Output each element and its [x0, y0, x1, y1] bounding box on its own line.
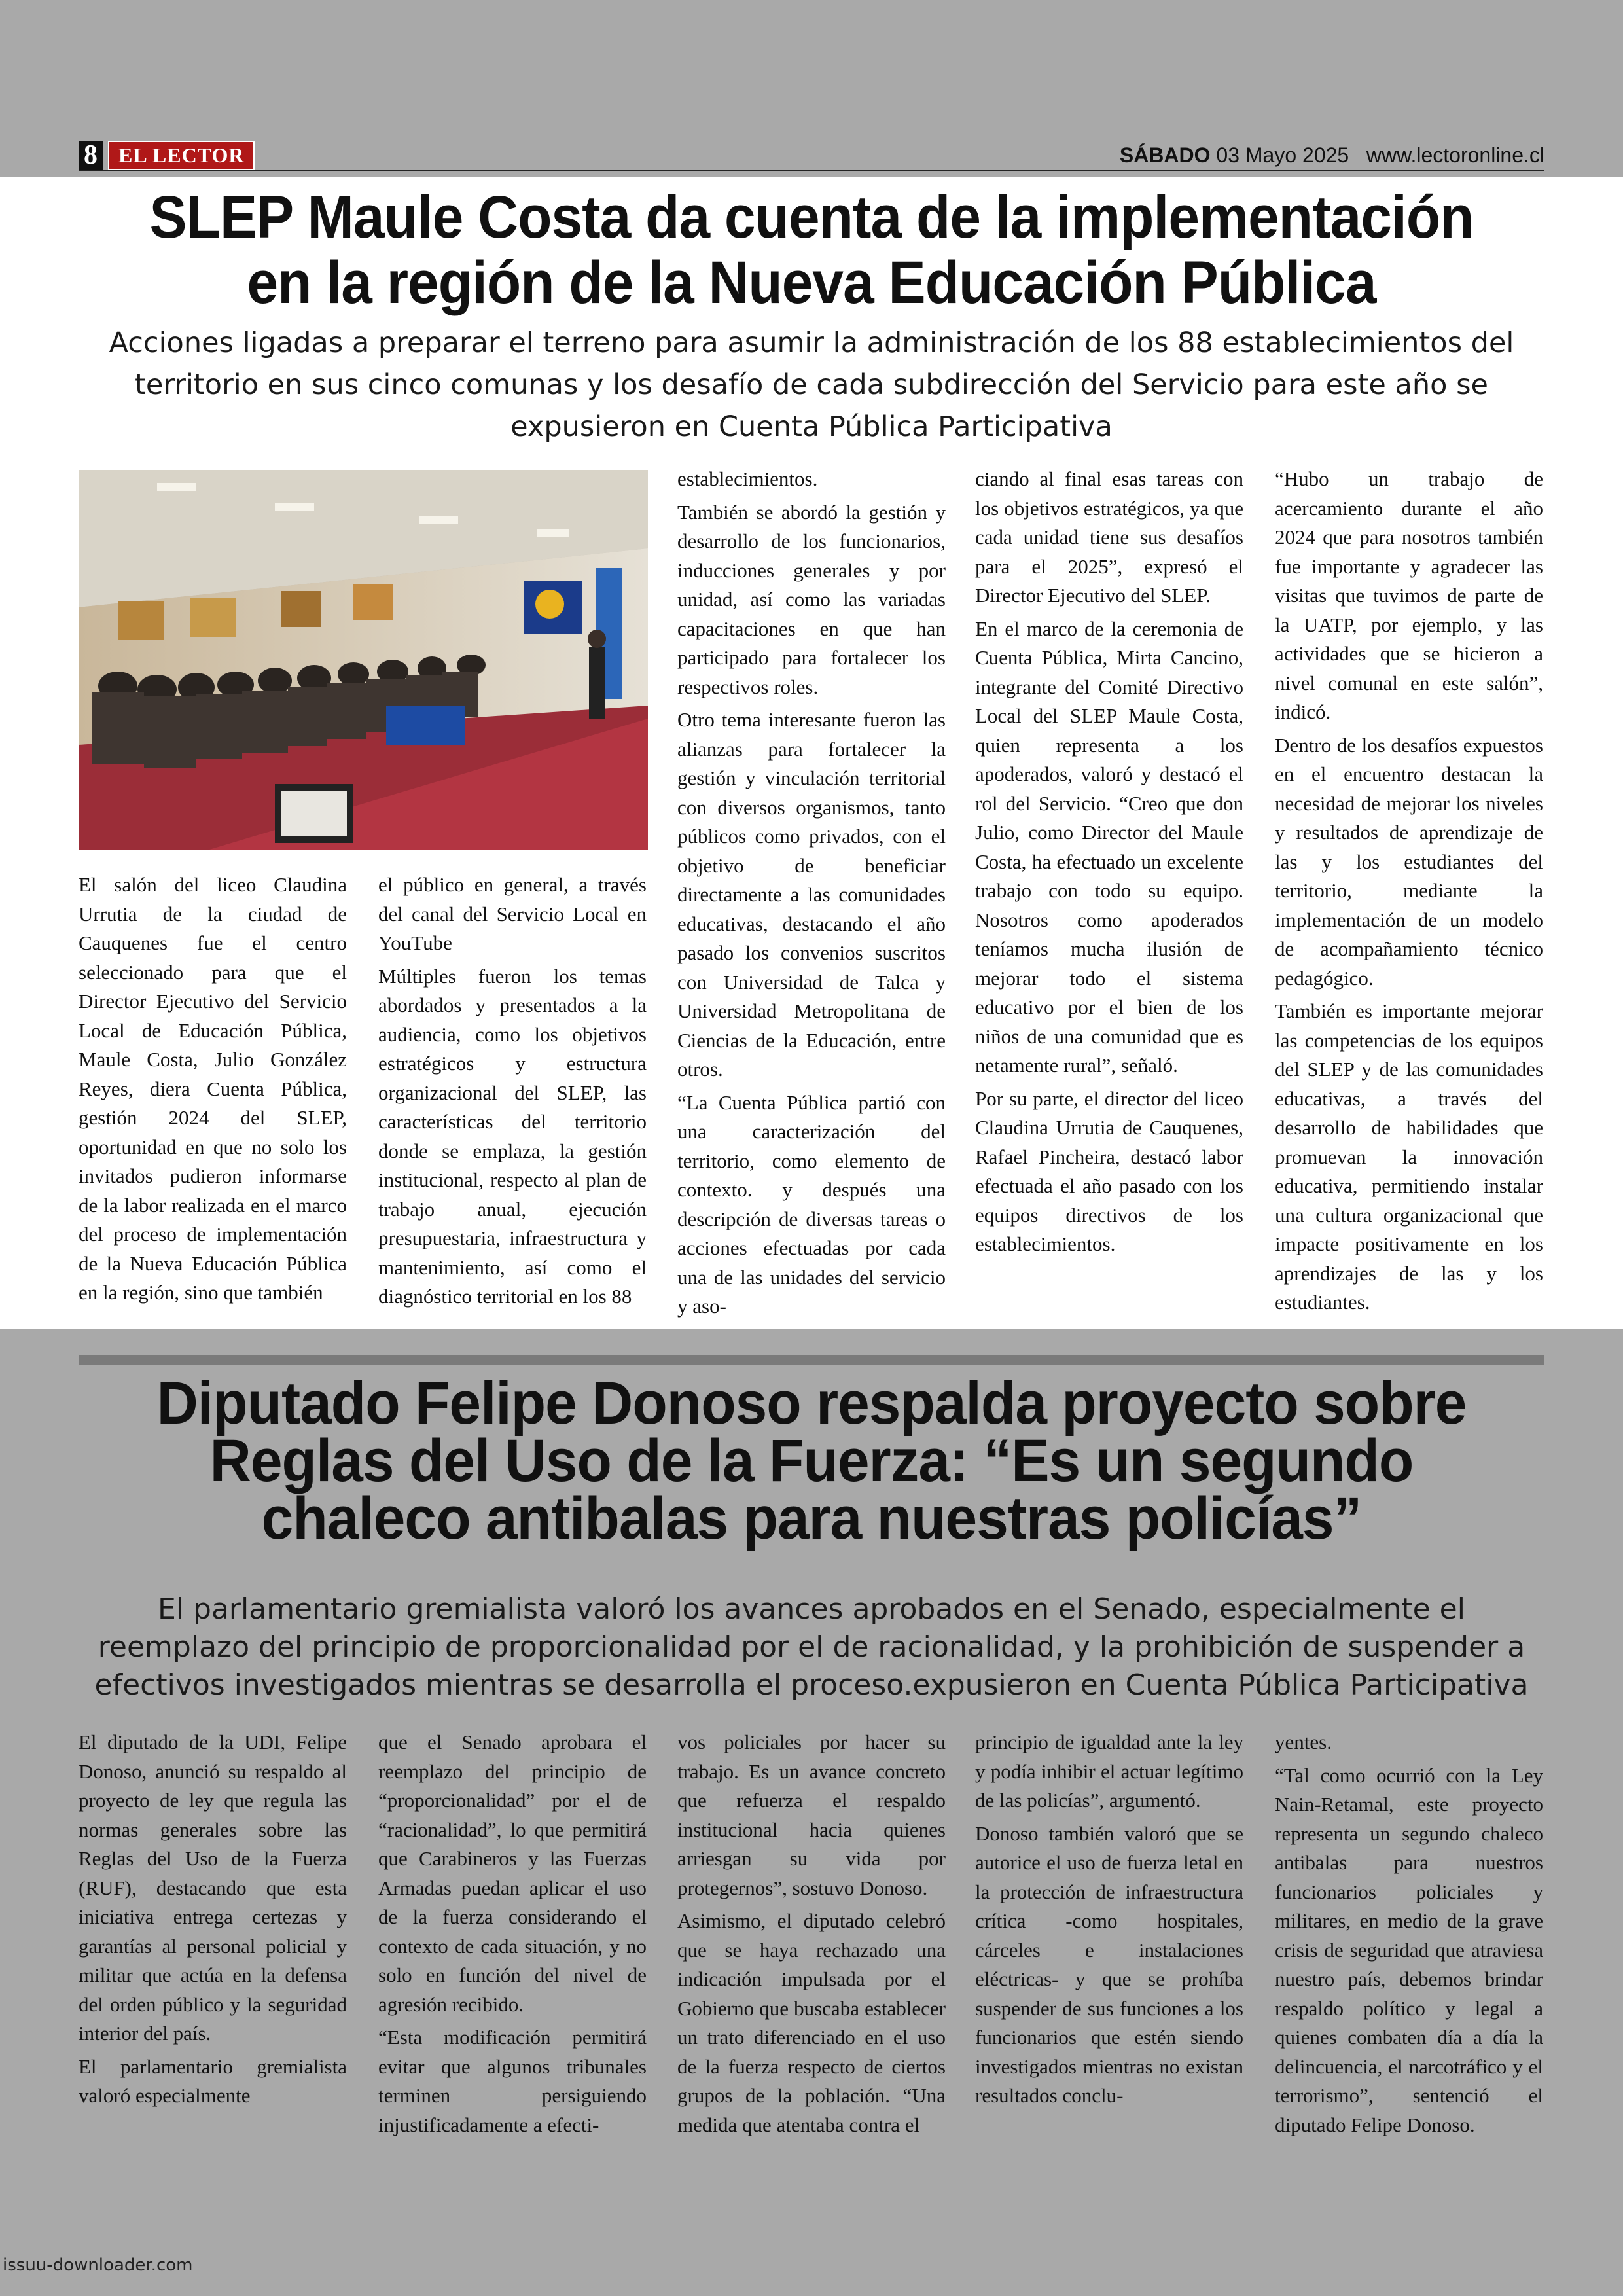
article-column-2: [378, 870, 647, 1316]
dateline: [1120, 143, 1544, 168]
article-column-5: [1275, 1728, 1543, 2144]
article-column-5: [1275, 465, 1543, 1321]
article-headline: SLEP Maule Costa da cuenta de la implementación en la región de la Nueva Educación Pública: [149, 184, 1474, 316]
article-slep: [0, 177, 1623, 1329]
website-link[interactable]: www.lectoronline.cl: [1366, 143, 1544, 167]
paragraph: Asimismo, el diputado celebró que se haya rechazado una indicación impulsada por el Gobierno que buscaba establecer un trato diferenciado en el uso de la fuerza respecto de ciertos grupos de la población. “Una medida que atentaba contra el: [677, 1909, 946, 2136]
paragraph: El parlamentario gremialista valoró especialmente: [79, 2054, 347, 2107]
article-column-4: [975, 465, 1243, 1263]
day-label: SÁBADO: [1119, 143, 1211, 167]
paragraph: que el Senado aprobara el reemplazo del principio de “proporcionalidad” por el de “racionalidad”, lo que permitirá que Carabineros y las Fuerzas Armadas puedan aplicar el uso de la fuerza considerando el contexto de cada situación, y no solo en función del nivel de agresión recibido.: [378, 1731, 647, 2016]
paragraph: También se abordó la gestión y desarrollo de los funcionarios, inducciones generales y por unidad, así como las variadas capacitaciones en que han participado para fortalecer los respectivos roles.: [677, 500, 946, 698]
article-column-4: [975, 1728, 1243, 2115]
paragraph: ciando al final esas tareas con los objetivos estratégicos, ya que cada unidad tiene sus desafíos para el 2025”, expresó el Director Ejecutivo del SLEP.: [975, 467, 1243, 607]
article-column-1: [79, 1728, 347, 2115]
header-bar: [79, 141, 1544, 171]
article-column-2: [378, 1728, 647, 2144]
paragraph: el público en general, a través del canal del Servicio Local en YouTube: [378, 873, 647, 954]
paragraph: El diputado de la UDI, Felipe Donoso, anunció su respaldo al proyecto de ley que regula las normas generales sobre las Reglas del Uso de la Fuerza (RUF), destacando que esta iniciativa entrega certezas y garantías al personal policial y militar que actúa en la defensa del orden público y la seguridad interior del país.: [79, 1731, 347, 2045]
article-column-3: [677, 1728, 946, 2144]
article-deck: Acciones ligadas a preparar el terreno para asumir la administración de los 88 establecimientos del territorio en sus cinco comunas y los desafío de cada subdirección del Servicio para este año se expusieron en Cuenta Pública Participativa: [109, 327, 1514, 443]
paragraph: vos policiales por hacer su trabajo. Es un avance concreto que refuerza el respaldo institucional hacia quienes arriesgan su vida por protegernos”, sostuvo Donoso.: [677, 1731, 946, 1899]
paragraph: “La Cuenta Pública partió con una caracterización del territorio, como elemento de contexto. y después una descripción de diversas tareas o acciones efectuadas por cada una de las unidades del servicio y aso-: [677, 1090, 946, 1318]
article-deck: El parlamentario gremialista valoró los avances aprobados en el Senado, especialmente el reemplazo del principio de proporcionalidad por el de racionalidad, y la prohibición de suspender a efectivos investigados mientras se desarrolla el proceso.expusieron en Cuenta Pública Participativa: [94, 1592, 1529, 1702]
paragraph: establecimientos.: [677, 467, 818, 490]
paragraph: Donoso también valoró que se autorice el uso de fuerza letal en la protección de infraestructura crítica -como hospitales, cárceles e instalaciones eléctricas- y que se prohíba suspender de sus funciones a los funcionarios que estén siendo investigados mientras no existan resultados conclu-: [975, 1821, 1243, 2107]
article-column-1: [79, 870, 347, 1312]
paragraph: “Hubo un trabajo de acercamiento durante el año 2024 que para nosotros también fue importante y agradecer las visitas que tuvimos de parte de la UATP, por ejemplo, y las actividades que se hicieron a nivel comunal en este salón”, indicó.: [1275, 467, 1543, 723]
paragraph: “Tal como ocurrió con la Ley Nain-Retamal, este proyecto representa un segundo chaleco antibalas para nuestros funcionarios policiales y militares, en medio de la grave crisis de seguridad que atraviesa nuestro país, debemos brindar respaldo político y legal a quienes combaten día a día la delincuencia, el narcotráfico y el terrorismo”, sentenció el diputado Felipe Donoso.: [1275, 1763, 1543, 2136]
paragraph: Otro tema interesante fueron las alianzas para fortalecer la gestión y vinculación territorial con diversos organismos, tanto públicos como privados, con el objetivo de beneficiar directamente a las comunidades educativas, destacando el año pasado los convenios suscritos con Universidad de Talca y Universidad Metropolitana de Ciencias de la Educación, entre otros.: [677, 708, 946, 1081]
article-headline: Diputado Felipe Donoso respalda proyecto sobre Reglas del Uso de la Fuerza: “Es un segundo chaleco antibalas para nuestras policías”: [156, 1370, 1467, 1552]
event-photo: [79, 470, 648, 850]
paragraph: También es importante mejorar las competencias de los equipos del SLEP y de las comunidades educativas, a través del desarrollo de habilidades que promuevan la innovación educativa, permitiendo instalar una cultura organizacional que impacte positivamente en los aprendizajes de las y los estudiantes.: [1275, 999, 1543, 1314]
paragraph: “Esta modificación permitirá evitar que algunos tribunales terminen persiguiendo injustificadamente a efecti-: [378, 2026, 647, 2136]
paragraph: En el marco de la ceremonia de Cuenta Pública, Mirta Cancino, integrante del Comité Directivo Local del SLEP Maule Costa, quien representa a los apoderados, valoró y destacó el rol del Servicio. “Creo que don Julio, como Director del Maule Costa, ha efectuado un excelente trabajo con todo su equipo. Nosotros como apoderados teníamos mucha ilusión de mejorar todo el sistema educativo por el bien de los niños de una comunidad que es netamente rural”, señaló.: [975, 617, 1243, 1077]
newspaper-logo: EL LECTOR: [108, 141, 255, 170]
date-label: 03 Mayo 2025: [1216, 143, 1349, 167]
article-column-3: [677, 465, 946, 1325]
section-divider: [79, 1355, 1544, 1365]
page-number: 8: [79, 141, 103, 170]
page-header: [0, 0, 1623, 177]
watermark-text: issuu-downloader.com: [3, 2255, 193, 2275]
paragraph: El salón del liceo Claudina Urrutia de la ciudad de Cauquenes fue el centro seleccionado para que el Director Ejecutivo del Servicio Local de Educación Pública, Maule Costa, Julio González Reyes, diera Cuenta Pública, gestión 2024 del SLEP, oportunidad en que no solo los invitados pudieron informarse de la labor realizada en el marco del proceso de implementación de la Nueva Educación Pública en la región, sino que también: [79, 873, 347, 1304]
paragraph: Por su parte, el director del liceo Claudina Urrutia de Cauquenes, Rafael Pincheira, destacó labor efectuada el año pasado con los equipos directivos de los establecimientos.: [975, 1086, 1243, 1255]
article-donoso: [0, 1329, 1623, 2296]
paragraph: principio de igualdad ante la ley y podía inhibir el actuar legítimo de las policías”, argumentó.: [975, 1731, 1243, 1812]
masthead: [79, 141, 255, 170]
paragraph: Múltiples fueron los temas abordados y presentados a la audiencia, como los objetivos estratégicos y estructura organizacional del SLEP, las características del territorio donde se emplaza, la gestión institucional, respecto al plan de trabajo anual, ejecución presupuestaria, infraestructura y mantenimiento, así como el diagnóstico territorial en los 88: [378, 964, 647, 1308]
auditorium-photo-icon: [79, 470, 648, 850]
paragraph: yentes.: [1275, 1731, 1332, 1753]
paragraph: Dentro de los desafíos expuestos en el encuentro destacan la necesidad de mejorar los niveles y resultados de aprendizaje de las y los estudiantes del territorio, mediante la implementación de un modelo de acompañamiento técnico pedagógico.: [1275, 733, 1543, 990]
